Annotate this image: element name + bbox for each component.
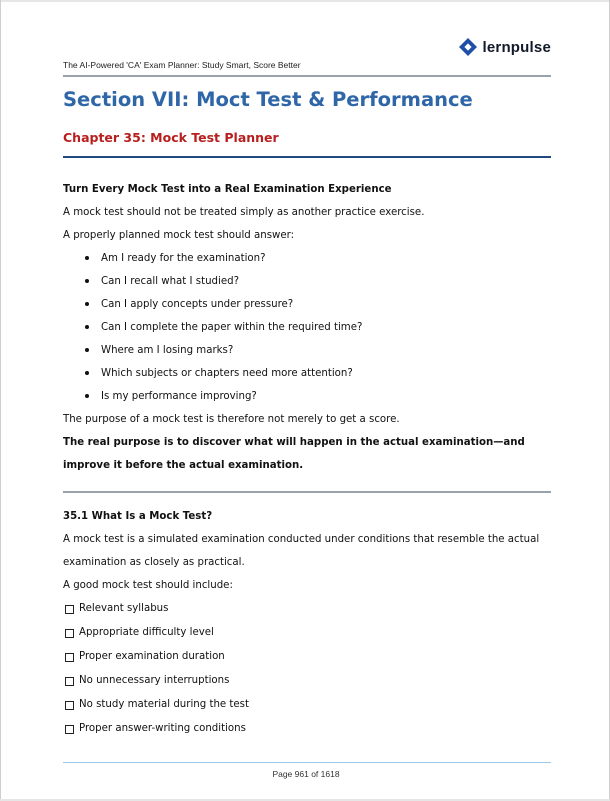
question-text: Am I ready for the examination? <box>101 253 266 264</box>
checkbox-icon <box>65 677 74 686</box>
checklist-item <box>63 693 553 717</box>
diamond-logo-icon <box>459 38 477 56</box>
checklist-item <box>63 597 553 621</box>
checklist-text: No unnecessary interruptions <box>79 675 230 686</box>
list-item <box>63 247 553 270</box>
checklist-text: Proper answer-writing conditions <box>79 723 246 734</box>
checkbox-icon <box>65 725 74 734</box>
bullet-icon <box>85 325 89 329</box>
subsection-paragraph-1: A mock test is a simulated examination conducted under conditions that resemble the actual examination as closely as practical. <box>63 534 540 568</box>
checkbox-icon <box>65 701 74 710</box>
checklist-item <box>63 621 553 645</box>
checklist-text: Relevant syllabus <box>79 603 169 614</box>
checklist <box>63 597 553 741</box>
page-number: Page 961 of 1618 <box>272 769 340 779</box>
running-header: The AI-Powered 'CA' Exam Planner: Study Smart, Score Better <box>63 60 301 70</box>
bullet-icon <box>85 256 89 260</box>
logo-text: lernpulse <box>482 38 551 56</box>
checklist-text: Proper examination duration <box>79 651 225 662</box>
checklist-item <box>63 717 553 741</box>
subsection-heading: 35.1 What Is a Mock Test? <box>63 511 213 522</box>
checkbox-icon <box>65 629 74 638</box>
checkbox-icon <box>65 605 74 614</box>
list-item <box>63 316 553 339</box>
checklist-item <box>63 645 553 669</box>
page-content <box>63 178 553 741</box>
bullet-icon <box>85 371 89 375</box>
list-item <box>63 339 553 362</box>
question-text: Can I recall what I studied? <box>101 276 239 287</box>
question-text: Which subjects or chapters need more attention? <box>101 368 353 379</box>
chapter-divider <box>63 156 551 158</box>
section-title: Section VII: Moct Test & Performance <box>63 88 473 111</box>
list-item <box>63 270 553 293</box>
bullet-icon <box>85 302 89 306</box>
checklist-text: Appropriate difficulty level <box>79 627 214 638</box>
section-divider <box>63 491 551 493</box>
intro-heading: Turn Every Mock Test into a Real Examination Experience <box>63 184 392 195</box>
brand-logo <box>459 38 552 56</box>
list-item <box>63 385 553 408</box>
emphasis-paragraph: The real purpose is to discover what will happen in the actual examination—and improve it before the actual examination. <box>63 437 525 471</box>
header-divider <box>63 75 551 77</box>
bullet-icon <box>85 394 89 398</box>
subsection-paragraph-2: A good mock test should include: <box>63 580 233 591</box>
bullet-icon <box>85 279 89 283</box>
checklist-item <box>63 669 553 693</box>
footer-divider <box>63 762 551 763</box>
intro-paragraph-3: The purpose of a mock test is therefore not merely to get a score. <box>63 414 400 425</box>
question-text: Is my performance improving? <box>101 391 257 402</box>
intro-paragraph-1: A mock test should not be treated simply as another practice exercise. <box>63 207 425 218</box>
question-text: Can I apply concepts under pressure? <box>101 299 294 310</box>
question-text: Can I complete the paper within the required time? <box>101 322 363 333</box>
list-item <box>63 362 553 385</box>
chapter-title: Chapter 35: Mock Test Planner <box>63 130 279 145</box>
question-text: Where am I losing marks? <box>101 345 234 356</box>
question-list <box>63 247 553 408</box>
list-item <box>63 293 553 316</box>
bullet-icon <box>85 348 89 352</box>
checklist-text: No study material during the test <box>79 699 249 710</box>
intro-paragraph-2: A properly planned mock test should answer: <box>63 230 295 241</box>
checkbox-icon <box>65 653 74 662</box>
